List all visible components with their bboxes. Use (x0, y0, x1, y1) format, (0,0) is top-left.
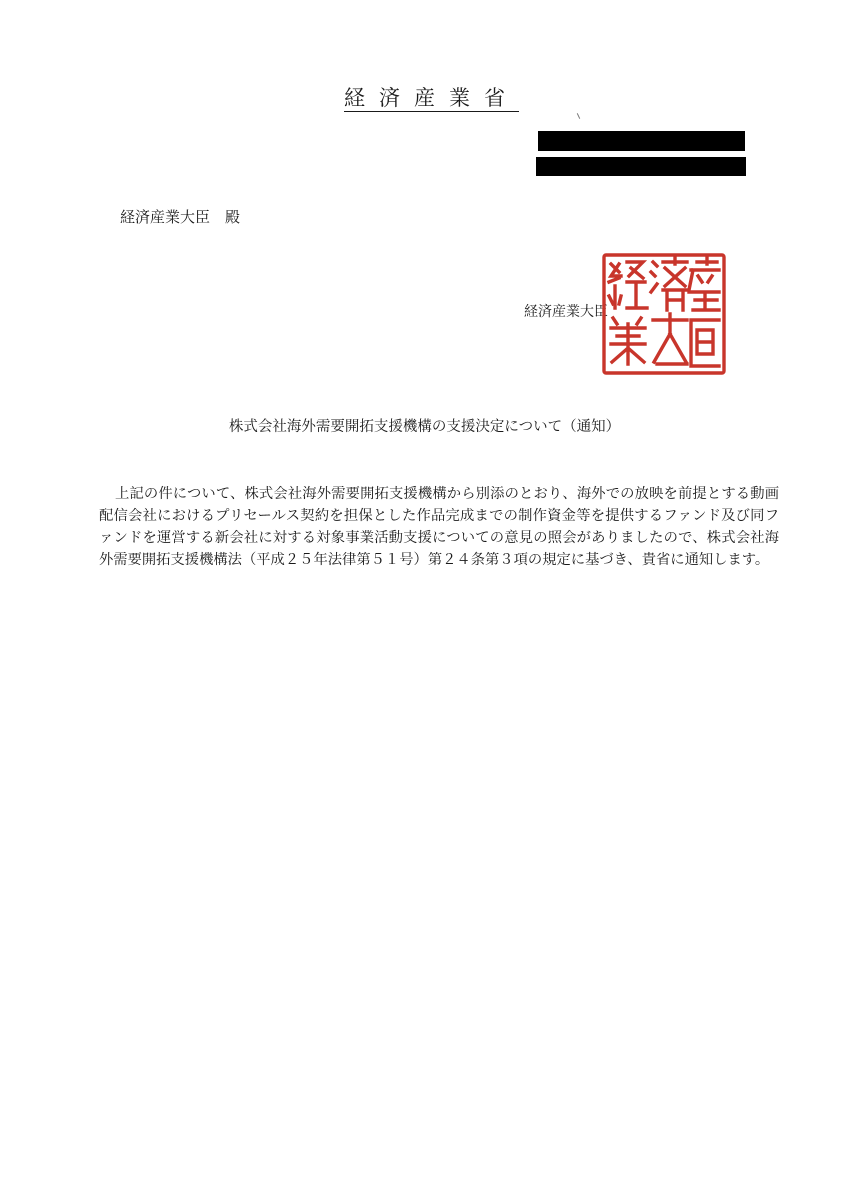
redaction-bar-2 (536, 157, 746, 176)
document-header-title (0, 82, 849, 112)
scan-mark (577, 113, 580, 119)
official-seal-icon (601, 252, 727, 376)
notice-body: 上記の件について、株式会社海外需要開拓支援機構から別添のとおり、海外での放映を前提とする動画配信会社におけるプリセールス契約を担保とした作品完成までの制作資金等を提供するファンド及び同ファンドを運営する新会社に対する対象事業活動支援についての意見の照会がありましたので、株式会社海外需要開拓支援機構法（平成２５年法律第５１号）第２４条第３項の規定に基づき、貴省に通知します。 (99, 486, 779, 568)
redaction-bar-1 (538, 131, 745, 151)
notice-subject: 株式会社海外需要開拓支援機構の支援決定について（通知） (228, 419, 621, 435)
addressee: 経済産業大臣 殿 (120, 208, 241, 226)
header-title-text: 経済産業省 (344, 86, 519, 110)
sender-name: 経済産業大臣 (524, 304, 608, 320)
